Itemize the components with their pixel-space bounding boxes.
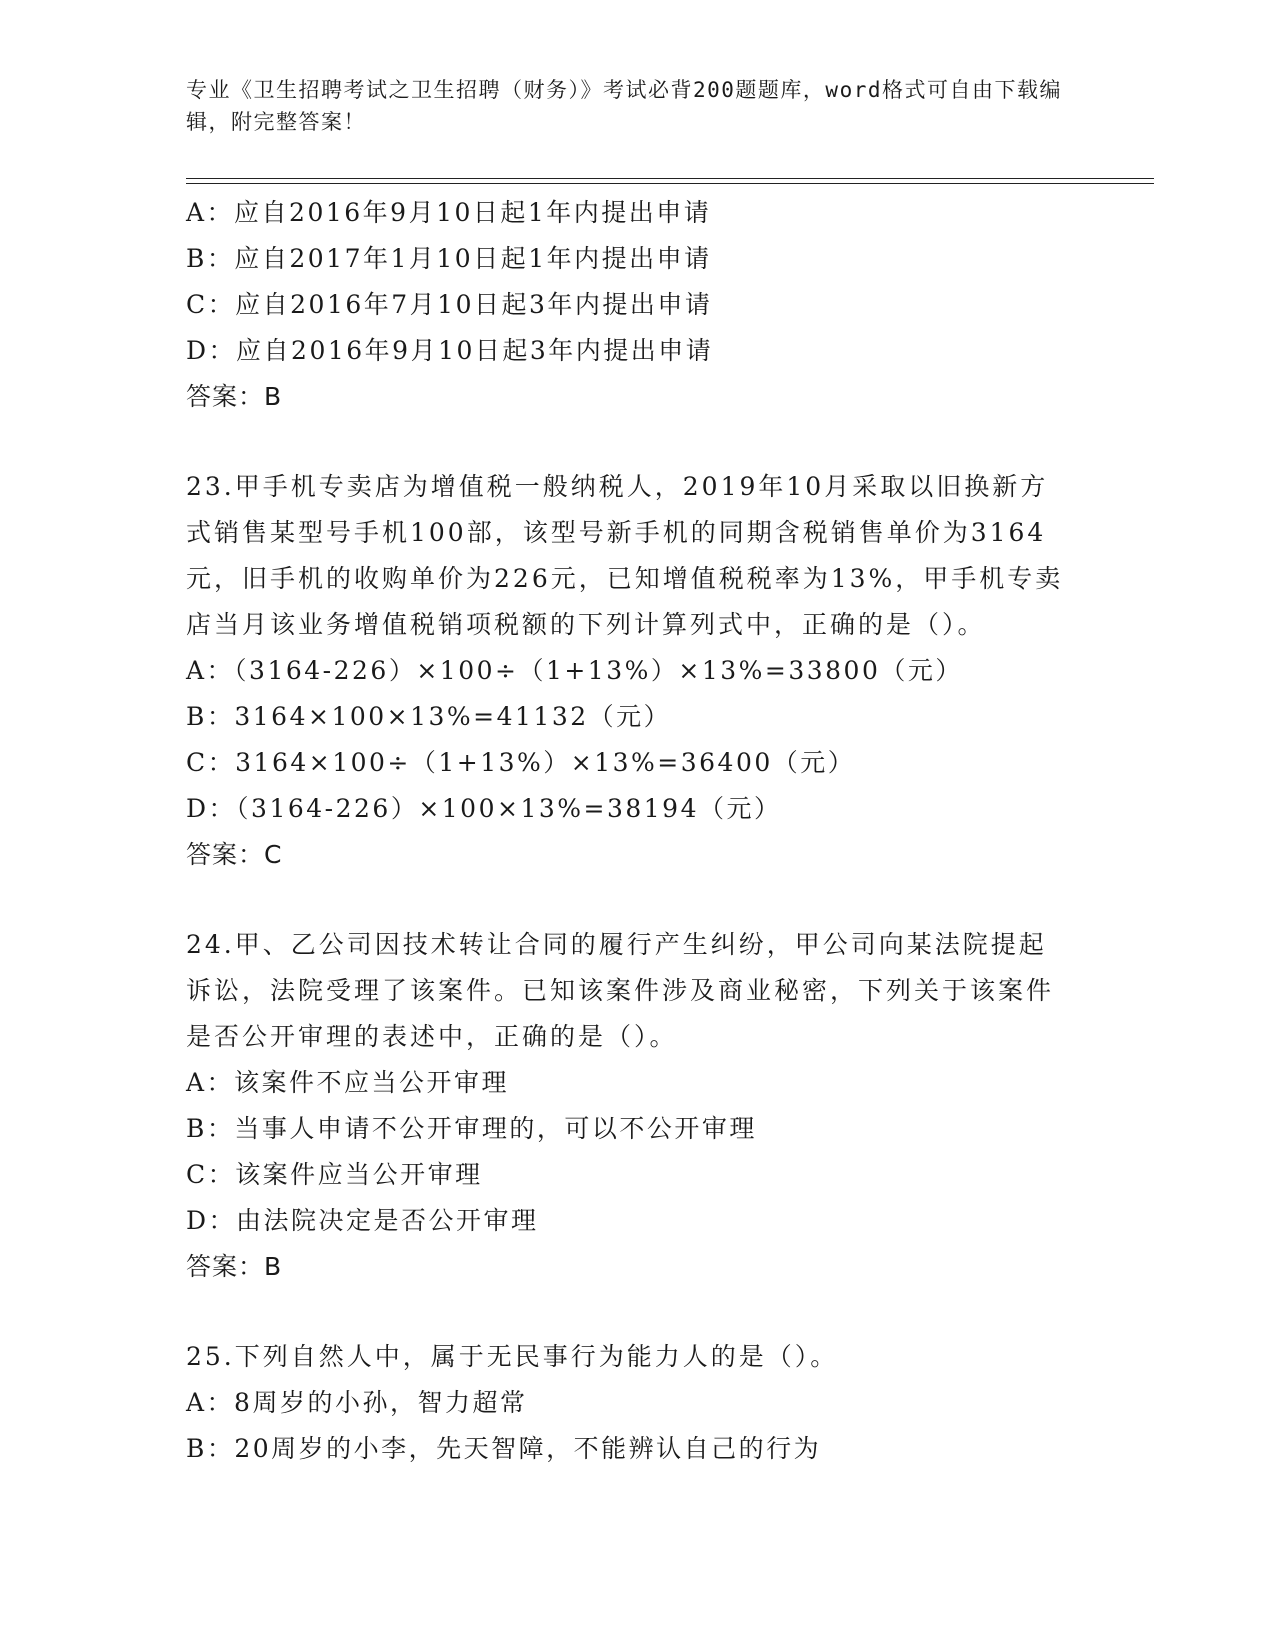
question-22 xyxy=(186,190,1086,420)
option-b: B：应自2017年1月10日起1年内提出申请 xyxy=(186,244,712,273)
question-24 xyxy=(186,922,1086,1290)
header-divider-secondary xyxy=(186,183,1154,184)
document-header: 专业《卫生招聘考试之卫生招聘（财务）》考试必背200题题库，word格式可自由下载编辑，附完整答案！ xyxy=(186,78,1062,134)
option-a: A：8周岁的小孙，智力超常 xyxy=(186,1388,528,1417)
option-b: B：20周岁的小李，先天智障，不能辨认自己的行为 xyxy=(186,1434,822,1463)
answer: 答案：B xyxy=(186,1252,283,1281)
option-d: D：应自2016年9月10日起3年内提出申请 xyxy=(186,336,714,365)
option-d: D：（3164-226）×100×13%=38194（元） xyxy=(186,794,782,823)
question-stem: 24.甲、乙公司因技术转让合同的履行产生纠纷，甲公司向某法院提起诉讼，法院受理了该案件。已知该案件涉及商业秘密，下列关于该案件是否公开审理的表述中，正确的是（）。 xyxy=(186,930,1055,1051)
header-divider xyxy=(186,178,1154,179)
option-a: A：应自2016年9月10日起1年内提出申请 xyxy=(186,198,712,227)
answer: 答案：B xyxy=(186,382,283,411)
option-d: D：由法院决定是否公开审理 xyxy=(186,1206,539,1235)
option-b: B：当事人申请不公开审理的，可以不公开审理 xyxy=(186,1114,757,1143)
question-stem: 23.甲手机专卖店为增值税一般纳税人，2019年10月采取以旧换新方式销售某型号手机100部，该型号新手机的同期含税销售单价为3164元，旧手机的收购单价为226元，已知增值税税率为13%，甲手机专卖店当月该业务增值税销项税额的下列计算列式中，正确的是（）。 xyxy=(186,472,1064,639)
option-a: A：该案件不应当公开审理 xyxy=(186,1068,510,1097)
option-c: C：该案件应当公开审理 xyxy=(186,1160,483,1189)
option-c: C：3164×100÷（1+13%）×13%=36400（元） xyxy=(186,748,856,777)
question-stem: 25.下列自然人中，属于无民事行为能力人的是（）。 xyxy=(186,1342,839,1371)
option-c: C：应自2016年7月10日起3年内提出申请 xyxy=(186,290,713,319)
question-23 xyxy=(186,464,1086,878)
question-list xyxy=(186,190,1086,1472)
option-a: A：（3164-226）×100÷（1+13%）×13%=33800（元） xyxy=(186,656,963,685)
question-25 xyxy=(186,1334,1086,1472)
option-b: B：3164×100×13%=41132（元） xyxy=(186,702,672,731)
answer: 答案：C xyxy=(186,840,283,869)
